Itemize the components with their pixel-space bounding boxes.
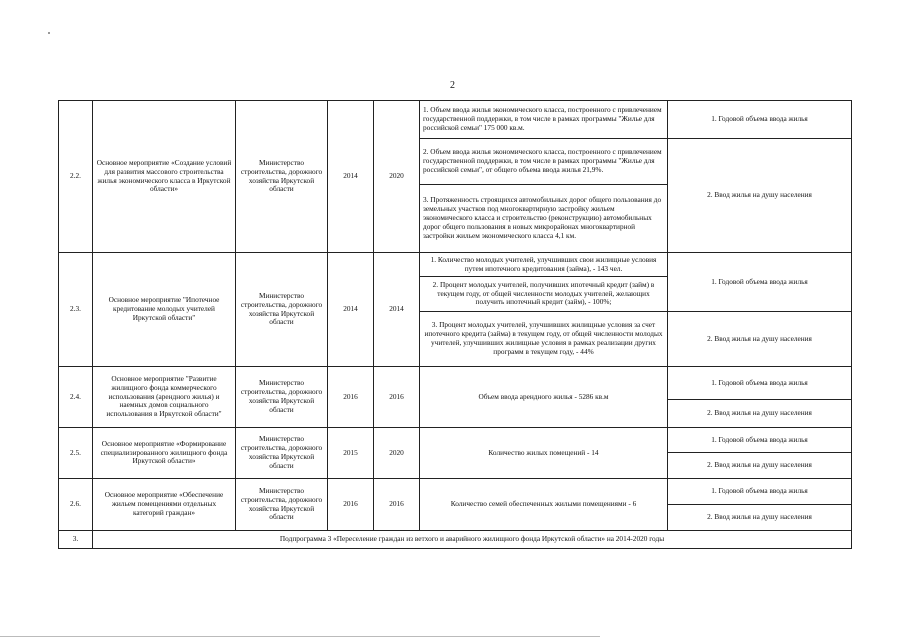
responsible-executor: Министерство строительства, дорожного хозяйства Иркутской области bbox=[236, 367, 328, 428]
row-number: 2.5. bbox=[59, 428, 93, 479]
target-indicator: 1. Годовой объема ввода жилья bbox=[668, 428, 852, 453]
start-year: 2016 bbox=[328, 479, 374, 531]
indicator: 1. Объем ввода жилья экономического класса, построенного с привлечением государственной поддержки, в том числе в рамках программы "Жилье для российской семьи" 175 000 кв.м. bbox=[420, 101, 668, 139]
target-indicator: 1. Годовой объема ввода жилья bbox=[668, 367, 852, 400]
target-indicator: 2. Ввод жилья на душу населения bbox=[668, 139, 852, 253]
target-indicator: 2. Ввод жилья на душу населения bbox=[668, 312, 852, 367]
measure-name: Основное мероприятие «Формирование специализированного жилищного фонда Иркутской области» bbox=[93, 428, 236, 479]
measure-name: Основное мероприятие «Обеспечение жильем помещениями отдельных категорий граждан» bbox=[93, 479, 236, 531]
page-number: 2 bbox=[450, 80, 455, 91]
target-indicator: 2. Ввод жилья на душу населения bbox=[668, 505, 852, 531]
margin-mark bbox=[48, 32, 50, 34]
measure-name: Основное мероприятие "Ипотечное кредитование молодых учителей Иркутской области" bbox=[93, 253, 236, 367]
measure-name: Основное мероприятие «Создание условий для развития массового строительства жилья экономического класса в Иркутской области» bbox=[93, 101, 236, 253]
end-year: 2014 bbox=[374, 253, 420, 367]
table-row bbox=[59, 367, 852, 400]
start-year: 2015 bbox=[328, 428, 374, 479]
target-indicator: 2. Ввод жилья на душу населения bbox=[668, 400, 852, 428]
end-year: 2016 bbox=[374, 367, 420, 428]
indicator: 1. Количество молодых учителей, улучшивших свои жилищные условия путем ипотечного кредитования (займа), - 143 чел. bbox=[420, 253, 668, 277]
table-row bbox=[59, 479, 852, 505]
end-year: 2016 bbox=[374, 479, 420, 531]
indicator: 3. Протяженность строящихся автомобильных дорог общего пользования до земельных участков под многоквартирную застройку жильем экономического класса и строительство (реконструкцию) автомобильных дорог общего пользования в новых микрорайонах многоквартирной застройки жильем экономического класса 4,1 км. bbox=[420, 185, 668, 253]
indicator: Количество семей обеспеченных жилыми помещениями - 6 bbox=[420, 479, 668, 531]
responsible-executor: Министерство строительства, дорожного хозяйства Иркутской области bbox=[236, 101, 328, 253]
responsible-executor: Министерство строительства, дорожного хозяйства Иркутской области bbox=[236, 253, 328, 367]
start-year: 2014 bbox=[328, 253, 374, 367]
indicator: 2. Процент молодых учителей, получивших ипотечный кредит (займ) в текущем году, от общей численности молодых учителей, желающих получить ипотечный кредит (займ), - 100%; bbox=[420, 277, 668, 312]
target-indicator: 1. Годовой объема ввода жилья bbox=[668, 479, 852, 505]
row-number: 2.2. bbox=[59, 101, 93, 253]
row-number: 2.4. bbox=[59, 367, 93, 428]
row-number: 2.3. bbox=[59, 253, 93, 367]
subprogram-title: Подпрограмма 3 «Переселение граждан из ветхого и аварийного жилищного фонда Иркутской области» на 2014-2020 годы bbox=[93, 531, 852, 549]
row-number: 2.6. bbox=[59, 479, 93, 531]
responsible-executor: Министерство строительства, дорожного хозяйства Иркутской области bbox=[236, 428, 328, 479]
indicator: Объем ввода арендного жилья - 5286 кв.м bbox=[420, 367, 668, 428]
start-year: 2014 bbox=[328, 101, 374, 253]
scan-edge-line bbox=[0, 636, 600, 637]
indicator: Количество жилых помещений - 14 bbox=[420, 428, 668, 479]
end-year: 2020 bbox=[374, 101, 420, 253]
start-year: 2016 bbox=[328, 367, 374, 428]
indicator: 2. Объем ввода жилья экономического класса, построенного с привлечением государственной поддержки, в том числе в рамках программы "Жилье для российской семьи", от общего объема ввода жилья 21,9%. bbox=[420, 139, 668, 185]
end-year: 2020 bbox=[374, 428, 420, 479]
measure-name: Основное мероприятие "Развитие жилищного фонда коммерческого использования (арендного жилья) и наемных домов социального использования в Иркутской области" bbox=[93, 367, 236, 428]
subprogram-row bbox=[59, 531, 852, 549]
target-indicator: 2. Ввод жилья на душу населения bbox=[668, 453, 852, 479]
table-row bbox=[59, 253, 852, 277]
table-row bbox=[59, 428, 852, 453]
indicator: 3. Процент молодых учителей, улучшивших жилищные условия за счет ипотечного кредита (займа) в текущем году, от общей численности молодых учителей, улучшивших жилищные условия в рамках реализации других программ в текущем году, - 44% bbox=[420, 312, 668, 367]
target-indicator: 1. Годовой объема ввода жилья bbox=[668, 253, 852, 312]
responsible-executor: Министерство строительства, дорожного хозяйства Иркутской области bbox=[236, 479, 328, 531]
row-number: 3. bbox=[59, 531, 93, 549]
target-indicator: 1. Годовой объема ввода жилья bbox=[668, 101, 852, 139]
table-row bbox=[59, 101, 852, 139]
program-measures-table bbox=[58, 100, 852, 549]
